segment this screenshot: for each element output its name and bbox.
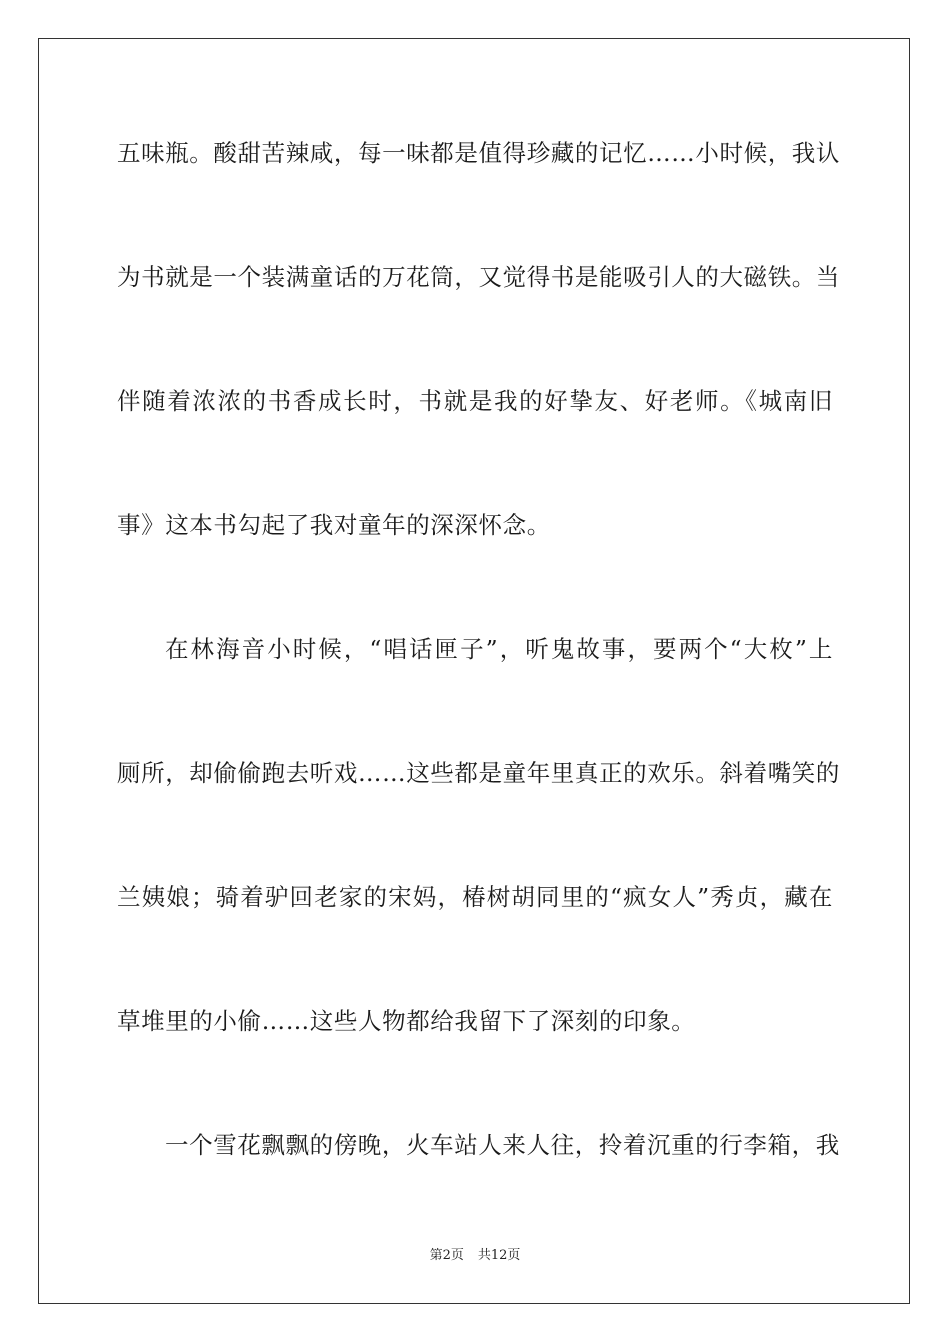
text-line: 伴随着浓浓的书香成长时，书就是我的好挚友、好老师。《城南旧 xyxy=(117,387,833,415)
text-line: 事》这本书勾起了我对童年的深深怀念。 xyxy=(117,511,551,539)
paragraph-first-line: 在林海音小时候，“唱话匣子”，听鬼故事，要两个“大枚”上 xyxy=(165,635,833,663)
text-line: 为书就是一个装满童话的万花筒，又觉得书是能吸引人的大磁铁。当 xyxy=(117,263,840,291)
text-line: 草堆里的小偷……这些人物都给我留下了深刻的印象。 xyxy=(117,1007,696,1035)
page-footer xyxy=(0,1247,950,1265)
text-line: 厕所，却偷偷跑去听戏……这些都是童年里真正的欢乐。斜着嘴笑的 xyxy=(117,759,840,787)
paragraph-first-line: 一个雪花飘飘的傍晚，火车站人来人往，拎着沉重的行李箱，我 xyxy=(165,1131,840,1159)
text-line: 五味瓶。酸甜苦辣咸，每一味都是值得珍藏的记忆……小时候，我认 xyxy=(117,139,840,167)
text-line: 兰姨娘；骑着驴回老家的宋妈，椿树胡同里的“疯女人”秀贞，藏在 xyxy=(117,883,833,911)
page-number: 第2页 xyxy=(429,1248,464,1263)
page-total: 共12页 xyxy=(477,1248,521,1263)
page-border xyxy=(38,38,910,1304)
